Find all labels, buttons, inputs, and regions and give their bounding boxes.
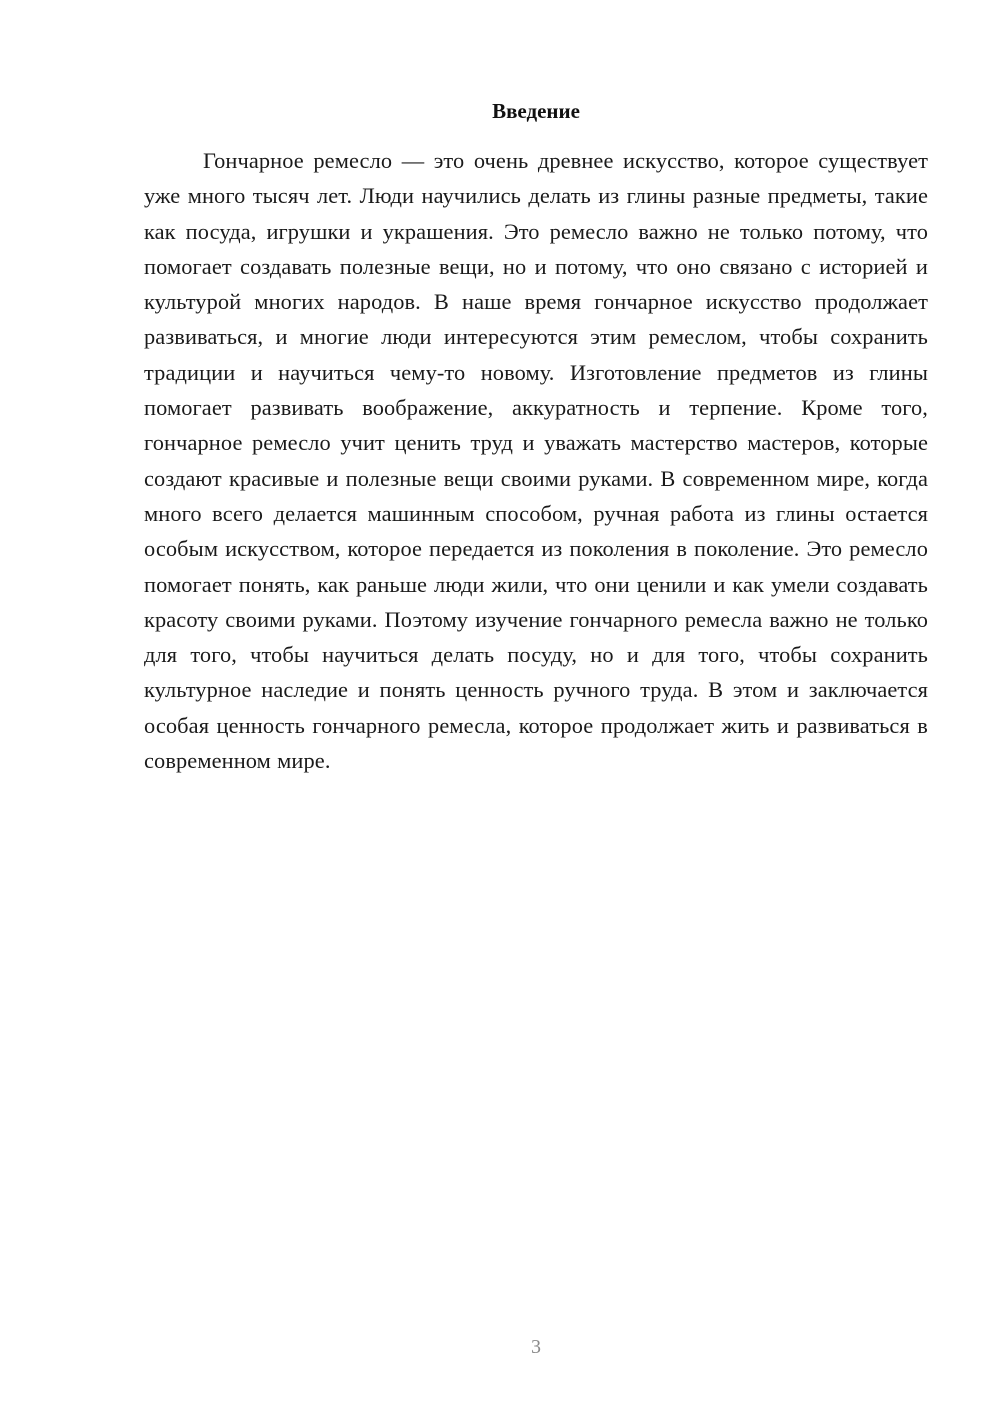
page-number: 3 <box>531 1336 541 1358</box>
section-heading: Введение <box>492 99 580 123</box>
body-paragraph: Гончарное ремесло — это очень древнее искусство, которое существует уже много тысяч лет. Люди научились делать из глины разные предметы, такие как посуда, игрушки и украшения. Это ремесло важно не только потому, что помогает создавать полезные вещи, но и потому, что оно связано с историей и культурой многих народов. В наше время гончарное искусство продолжает развиваться, и многие люди интересуются этим ремеслом, чтобы сохранить традиции и научиться чему-то новому. Изготовление предметов из глины помогает развивать воображение, аккуратность и терпение. Кроме того, гончарное ремесло учит ценить труд и уважать мастерство мастеров, которые создают красивые и полезные вещи своими руками. В современном мире, когда много всего делается машинным способом, ручная работа из глины остается особым искусством, которое передается из поколения в поколение. Это ремесло помогает понять, как раньше люди жили, что они ценили и как умели создавать красоту своими руками. Поэтому изучение гончарного ремесла важно не только для того, чтобы научиться делать посуду, но и для того, чтобы сохранить культурное наследие и понять ценность ручного труда. В этом и заключается особая ценность гончарного ремесла, которое продолжает жить и развиваться в современном мире. <box>144 148 928 774</box>
